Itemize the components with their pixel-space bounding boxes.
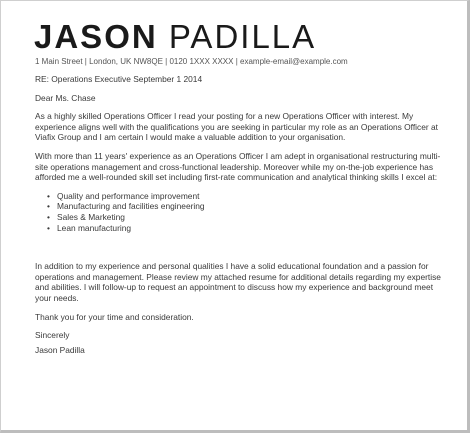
spacer (35, 233, 447, 261)
applicant-name (34, 19, 316, 55)
list-item: • Quality and performance improvement (47, 191, 447, 202)
list-item: • Lean manufacturing (47, 223, 447, 234)
list-item: • Manufacturing and facilities engineering (47, 201, 447, 212)
contact-line: 1 Main Street | London, UK NW8QE | 0120 1XXX XXXX | example-email@example.com (35, 57, 348, 66)
thanks-line: Thank you for your time and consideration. (35, 311, 194, 322)
subject-line: RE: Operations Executive September 1 2014 (35, 74, 203, 84)
signature: Jason Padilla (35, 344, 85, 355)
paragraph-experience: With more than 11 years' experience as an Operations Officer I am adept in organisational restructuring multi-site operations management and cross-functional leadership. Moreover while my on-the-job experience has afforded me a well-rounded skill set including first-rate communication and analytical thinking skills I excel at: (35, 150, 441, 183)
letter-body (35, 74, 447, 355)
list-item: • Sales & Marketing (47, 212, 447, 223)
paragraph-closing: In addition to my experience and personal qualities I have a solid educational foundation and a passion for operations and management. Please review my attached resume for additional details regarding my expertise and abilities. I will follow-up to request an appointment to discuss how my experience and background meet your needs. (35, 261, 441, 303)
skills-list (35, 191, 447, 233)
last-name: PADILLA (168, 18, 317, 55)
salutation: Dear Ms. Chase (35, 92, 96, 103)
closing-line: Sincerely (35, 330, 70, 341)
first-name: JASON (34, 18, 158, 55)
paragraph-intro: As a highly skilled Operations Officer I read your posting for a new Operations Officer with interest. My experience aligns well with the qualifications you are seeking in particular my role as an Operations Officer at Viafix Group and I am certain I would make a valuable addition to your organisation. (35, 111, 438, 143)
